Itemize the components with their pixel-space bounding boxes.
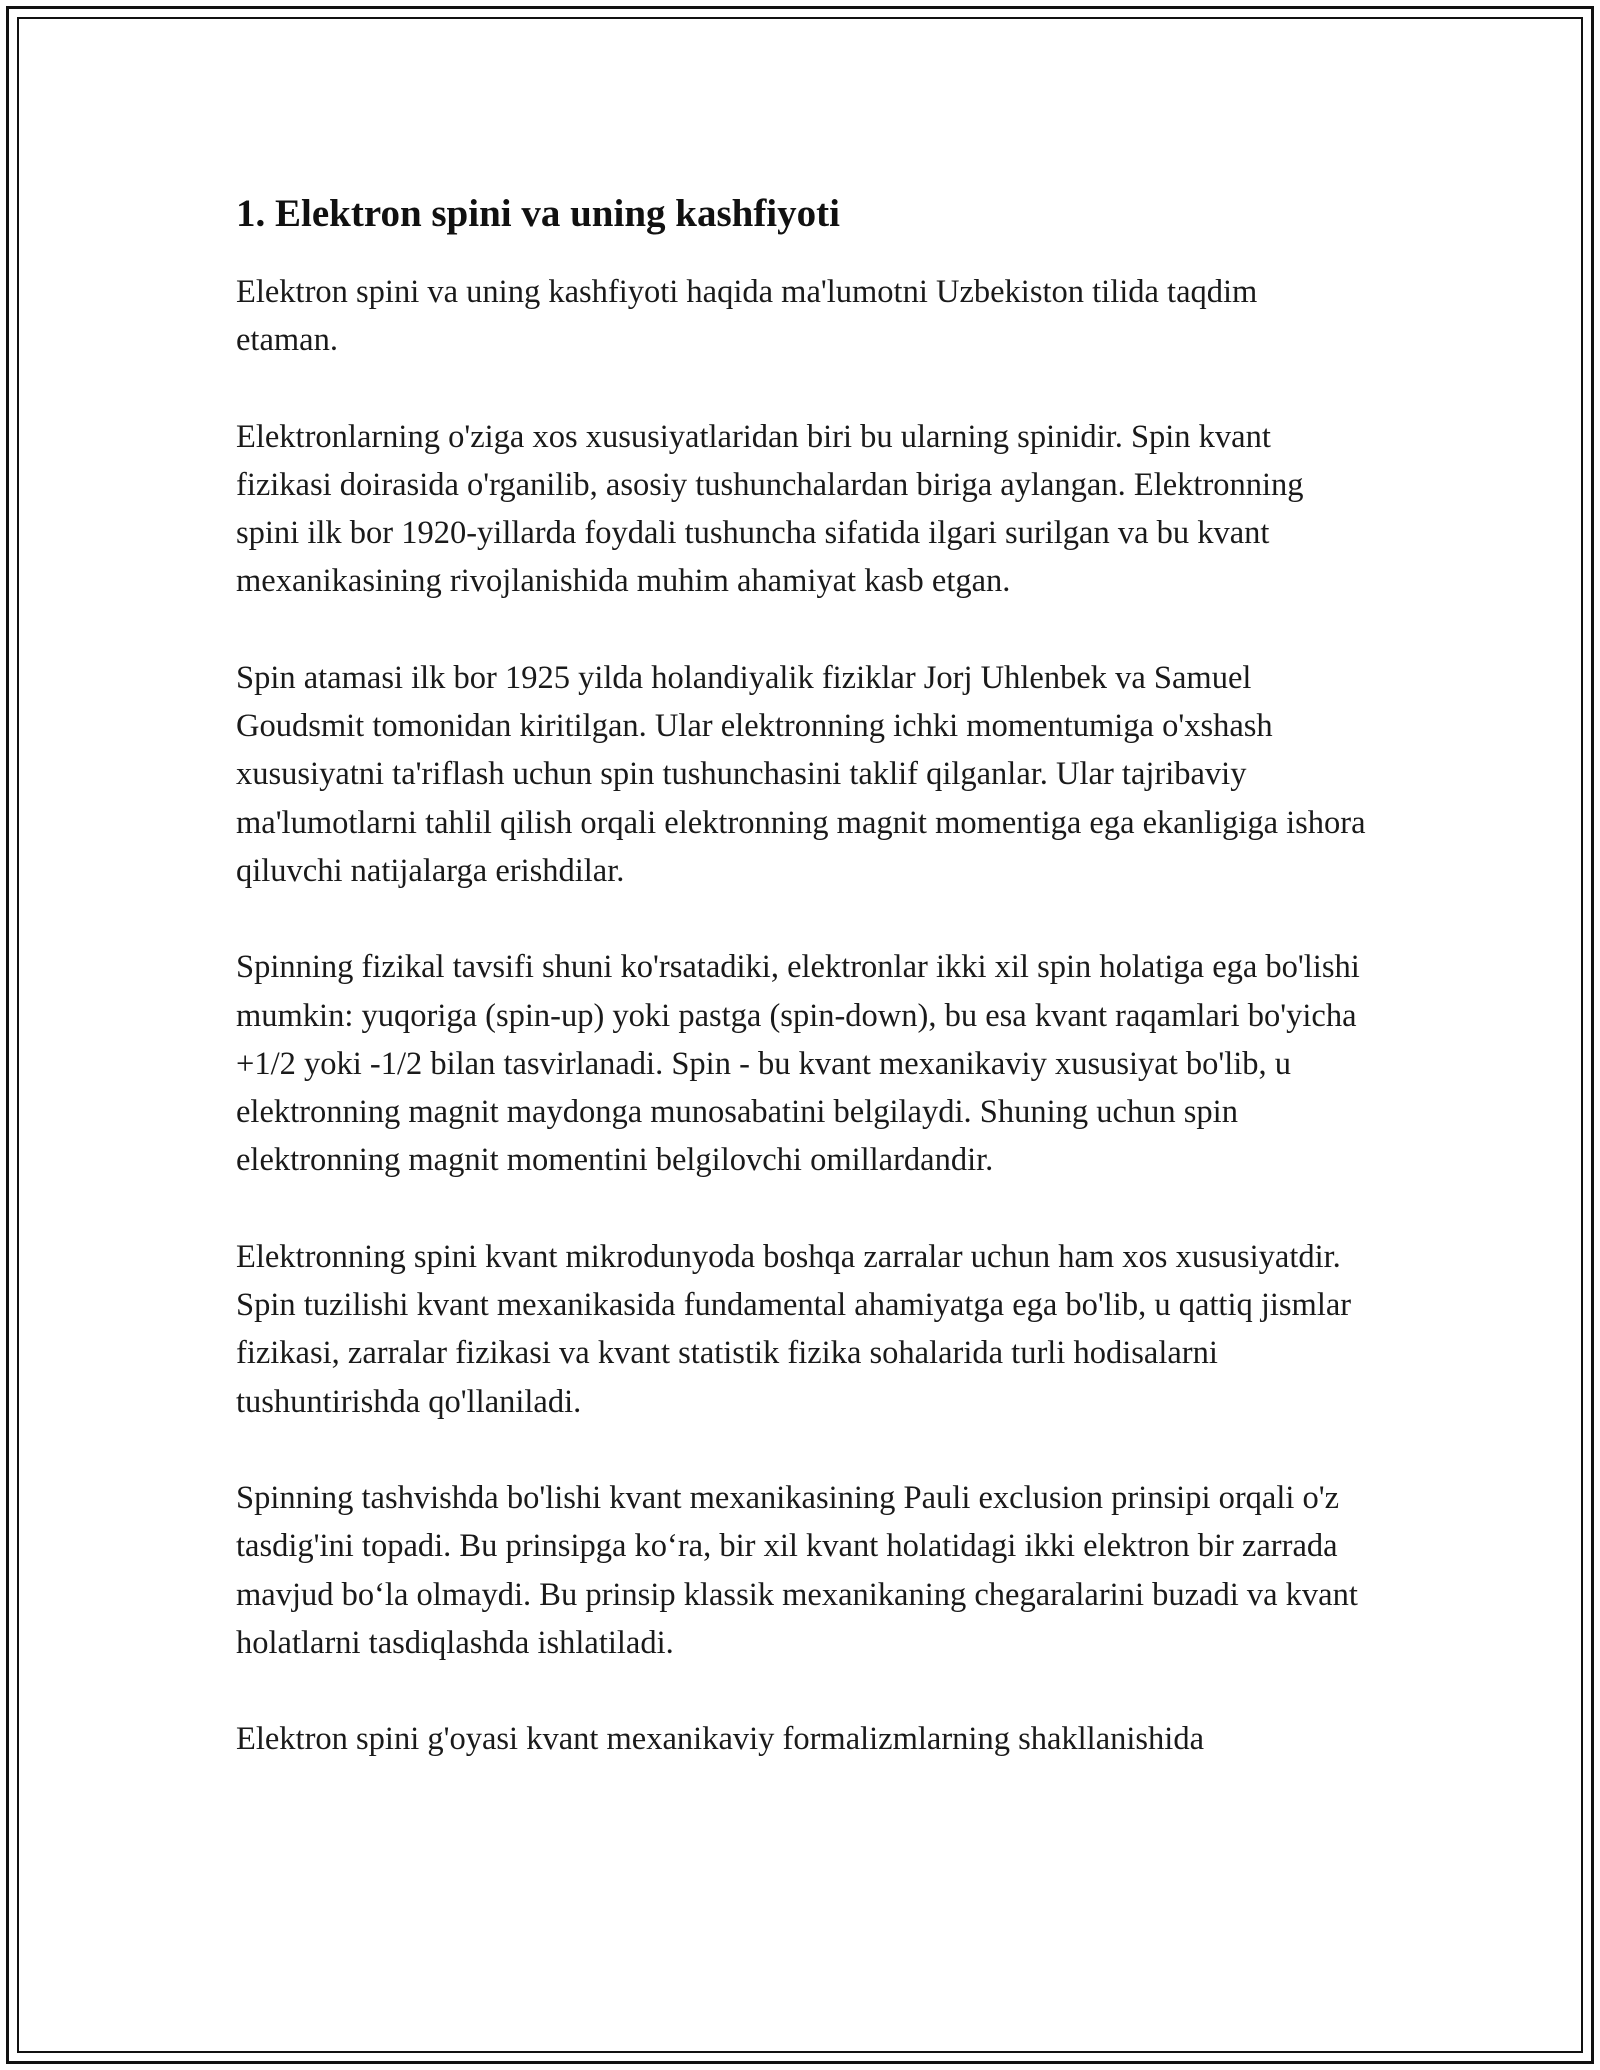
paragraph-spin-formalism: Elektron spini g'oyasi kvant mexanikaviy formalizmlarning shakllanishida (236, 1721, 1205, 1758)
paragraph-spin-property: Elektronlarning o'ziga xos xususiyatlaridan biri bu ularning spinidir. Spin kvant fizikasi doirasida o'rganilib, asosiy tushunchalardan biriga aylangan. Elektronning spini ilk bor 1920-yillarda foydali tushuncha sifatida ilgari surilgan va bu kvant mexanikasining rivojlanishida muhim ahamiyat kasb etgan. (236, 418, 1304, 600)
document-body (236, 186, 1366, 1811)
paragraph-spin-physical: Spinning fizikal tavsifi shuni ko'rsatadiki, elektronlar ikki xil spin holatiga ega bo'lishi mumkin: yuqoriga (spin-up) yoki pastga (spin-down), bu esa kvant raqamlari bo'yicha +1/2 yoki -1/2 bilan tasvirlanadi. Spin - bu kvant mexanikaviy xususiyat bo'lib, u elektronning magnit maydonga munosabatini belgilaydi. Shuning uchun spin elektronning magnit momentini belgilovchi omillardandir. (236, 949, 1360, 1179)
paragraph-spin-term: Spin atamasi ilk bor 1925 yilda holandiyalik fiziklar Jorj Uhlenbek va Samuel Goudsmit tomonidan kiritilgan. Ular elektronning ichki momentumiga o'xshash xususiyatni ta'riflash uchun spin tushunchasini taklif qilganlar. Ular tajribaviy ma'lumotlarni tahlil qilish orqali elektronning magnit momentiga ega ekanligiga ishora qiluvchi natijalarga erishdilar. (236, 659, 1366, 889)
paragraph-intro: Elektron spini va uning kashfiyoti haqida ma'lumotni Uzbekiston tilida taqdim etaman. (236, 274, 1258, 359)
paragraph-spin-fundamental: Elektronning spini kvant mikrodunyoda boshqa zarralar uchun ham xos xususiyatdir. Spin tuzilishi kvant mexanikasida fundamental ahamiyatga ega bo'lib, u qattiq jismlar fizikasi, zarralar fizikasi va kvant statistik fizika sohalarida turli hodisalarni tushuntirishda qo'llaniladi. (236, 1238, 1352, 1420)
section-heading: 1. Elektron spini va uning kashfiyoti (236, 192, 840, 235)
paragraph-pauli-principle: Spinning tashvishda bo'lishi kvant mexanikasining Pauli exclusion prinsipi orqali o'z tasdig'ini topadi. Bu prinsipga ko‘ra, bir xil kvant holatidagi ikki elektron bir zarrada mavjud bo‘la olmaydi. Bu prinsip klassik mexanikaning chegaralarini buzadi va kvant holatlarni tasdiqlashda ishlatiladi. (236, 1479, 1358, 1661)
